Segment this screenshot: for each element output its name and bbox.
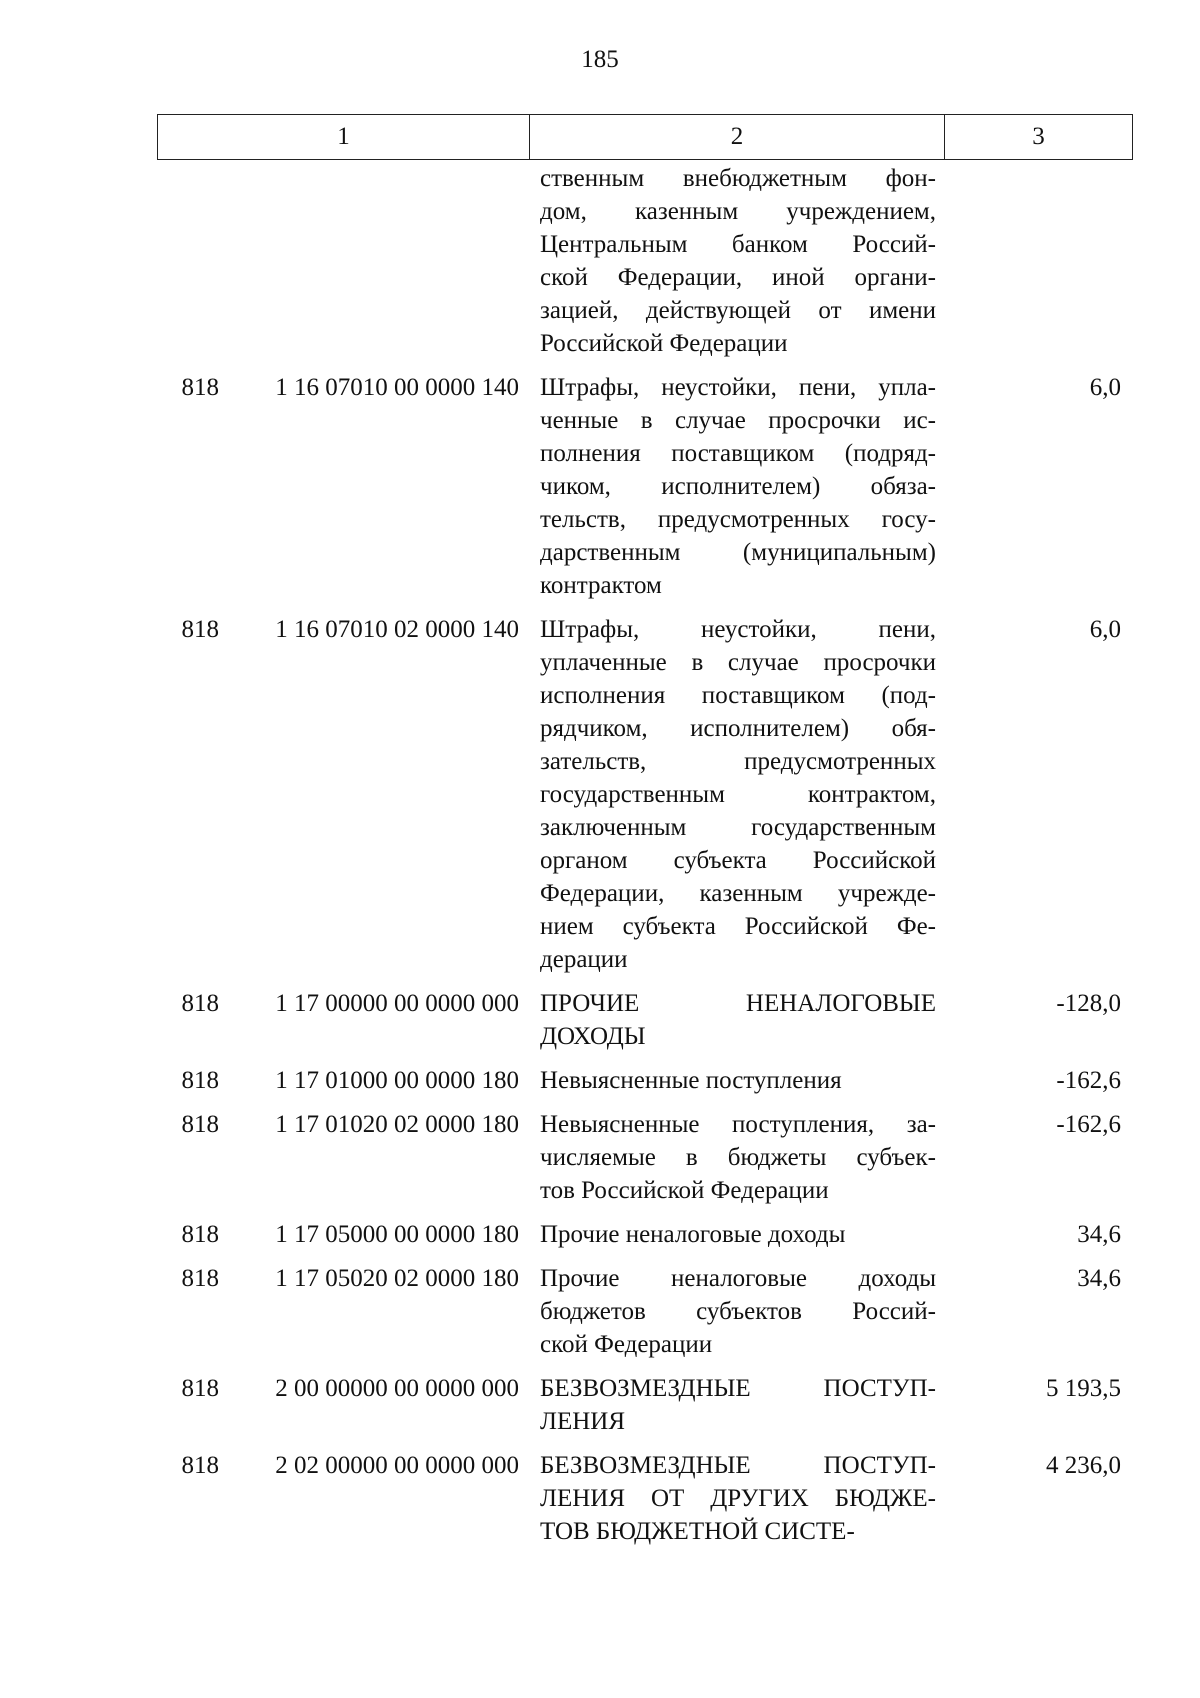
description-line: органом субъекта Российской: [540, 847, 936, 874]
page-number: 185: [581, 46, 619, 73]
admin-code-cell: [157, 162, 219, 360]
admin-code-cell: 818: [181, 1067, 219, 1094]
description-line: контрактом: [540, 572, 662, 599]
description-line: тельств, предусмотренных госу-: [540, 506, 936, 533]
classification-code-cell: 1 17 01020 02 0000 180: [275, 1111, 519, 1138]
column-header-2: 2: [530, 115, 945, 159]
table-row: [157, 162, 1133, 360]
table-row: [157, 613, 1133, 976]
description-cell: [540, 1262, 936, 1361]
table-row: [157, 1064, 1133, 1097]
admin-code-cell: 818: [181, 616, 219, 643]
admin-code-cell: 818: [181, 1111, 219, 1138]
description-line: Российской Федерации: [540, 330, 788, 357]
description-cell: [540, 613, 936, 976]
amount-cell: 6,0: [1089, 616, 1121, 643]
description-line: БЕЗВОЗМЕЗДНЫЕ ПОСТУП-: [540, 1375, 936, 1402]
description-line: ченные в случае просрочки ис-: [540, 407, 936, 434]
admin-code-cell: 818: [181, 374, 219, 401]
classification-code-cell: 1 16 07010 02 0000 140: [275, 616, 519, 643]
table-body: [157, 162, 1133, 1559]
table-row: [157, 987, 1133, 1053]
description-line: ТОВ БЮДЖЕТНОЙ СИСТЕ-: [540, 1518, 855, 1545]
column-header-1: 1: [158, 115, 530, 159]
description-line: зательств, предусмотренных: [540, 748, 936, 775]
description-line: исполнения поставщиком (под-: [540, 682, 936, 709]
classification-code-cell: 1 16 07010 00 0000 140: [275, 374, 519, 401]
description-line: Штрафы, неустойки, пени, упла-: [540, 374, 936, 401]
table-row: [157, 371, 1133, 602]
table-row: [157, 1218, 1133, 1251]
description-cell: [540, 162, 936, 360]
description-line: дарственным (муниципальным): [540, 539, 936, 566]
description-line: ЛЕНИЯ: [540, 1408, 626, 1435]
classification-code-cell: [219, 162, 519, 360]
classification-code-cell: 2 02 00000 00 0000 000: [275, 1452, 519, 1479]
amount-cell: -128,0: [1056, 990, 1121, 1017]
description-line: Прочие неналоговые доходы: [540, 1221, 846, 1248]
amount-cell: 34,6: [1077, 1221, 1121, 1248]
description-cell: [540, 1449, 936, 1548]
description-line: ской Федерации: [540, 1331, 713, 1358]
description-line: Прочие неналоговые доходы: [540, 1265, 936, 1292]
description-line: тов Российской Федерации: [540, 1177, 829, 1204]
amount-cell: 34,6: [1077, 1265, 1121, 1292]
admin-code-cell: 818: [181, 1375, 219, 1402]
table-row: [157, 1108, 1133, 1207]
description-line: чиком, исполнителем) обяза-: [540, 473, 936, 500]
description-line: дом, казенным учреждением,: [540, 198, 936, 225]
description-line: ДОХОДЫ: [540, 1023, 646, 1050]
amount-cell: 5 193,5: [1046, 1375, 1121, 1402]
admin-code-cell: 818: [181, 990, 219, 1017]
classification-code-cell: 2 00 00000 00 0000 000: [275, 1375, 519, 1402]
description-line: полнения поставщиком (подряд-: [540, 440, 936, 467]
description-cell: [540, 1218, 936, 1251]
description-line: Невыясненные поступления, за-: [540, 1111, 936, 1138]
description-line: государственным контрактом,: [540, 781, 936, 808]
table-row: [157, 1262, 1133, 1361]
amount-cell: 4 236,0: [1046, 1452, 1121, 1479]
description-line: ПРОЧИЕ НЕНАЛОГОВЫЕ: [540, 990, 936, 1017]
description-line: БЕЗВОЗМЕЗДНЫЕ ПОСТУП-: [540, 1452, 936, 1479]
table-header: [157, 114, 1133, 160]
admin-code-cell: 818: [181, 1221, 219, 1248]
admin-code-cell: 818: [181, 1452, 219, 1479]
description-line: заключенным государственным: [540, 814, 936, 841]
description-cell: [540, 987, 936, 1053]
admin-code-cell: 818: [181, 1265, 219, 1292]
table-row: [157, 1449, 1133, 1548]
description-cell: [540, 1108, 936, 1207]
description-line: Центральным банком Россий-: [540, 231, 936, 258]
description-line: Невыясненные поступления: [540, 1067, 842, 1094]
description-line: дерации: [540, 946, 628, 973]
table-row: [157, 1372, 1133, 1438]
description-line: уплаченные в случае просрочки: [540, 649, 936, 676]
description-line: нием субъекта Российской Фе-: [540, 913, 936, 940]
classification-code-cell: 1 17 01000 00 0000 180: [275, 1067, 519, 1094]
description-line: бюджетов субъектов Россий-: [540, 1298, 936, 1325]
description-line: ской Федерации, иной органи-: [540, 264, 936, 291]
amount-cell: [936, 162, 1133, 360]
amount-cell: -162,6: [1056, 1067, 1121, 1094]
classification-code-cell: 1 17 05000 00 0000 180: [275, 1221, 519, 1248]
classification-code-cell: 1 17 05020 02 0000 180: [275, 1265, 519, 1292]
classification-code-cell: 1 17 00000 00 0000 000: [275, 990, 519, 1017]
description-line: Федерации, казенным учрежде-: [540, 880, 936, 907]
description-line: Штрафы, неустойки, пени,: [540, 616, 936, 643]
description-line: зацией, действующей от имени: [540, 297, 936, 324]
description-cell: [540, 371, 936, 602]
description-cell: [540, 1064, 936, 1097]
description-cell: [540, 1372, 936, 1438]
description-line: ственным внебюджетным фон-: [540, 165, 936, 192]
amount-cell: -162,6: [1056, 1111, 1121, 1138]
description-line: числяемые в бюджеты субъек-: [540, 1144, 936, 1171]
amount-cell: 6,0: [1089, 374, 1121, 401]
description-line: ЛЕНИЯ ОТ ДРУГИХ БЮДЖЕ-: [540, 1485, 936, 1512]
description-line: рядчиком, исполнителем) обя-: [540, 715, 936, 742]
column-header-3: 3: [1032, 123, 1045, 150]
